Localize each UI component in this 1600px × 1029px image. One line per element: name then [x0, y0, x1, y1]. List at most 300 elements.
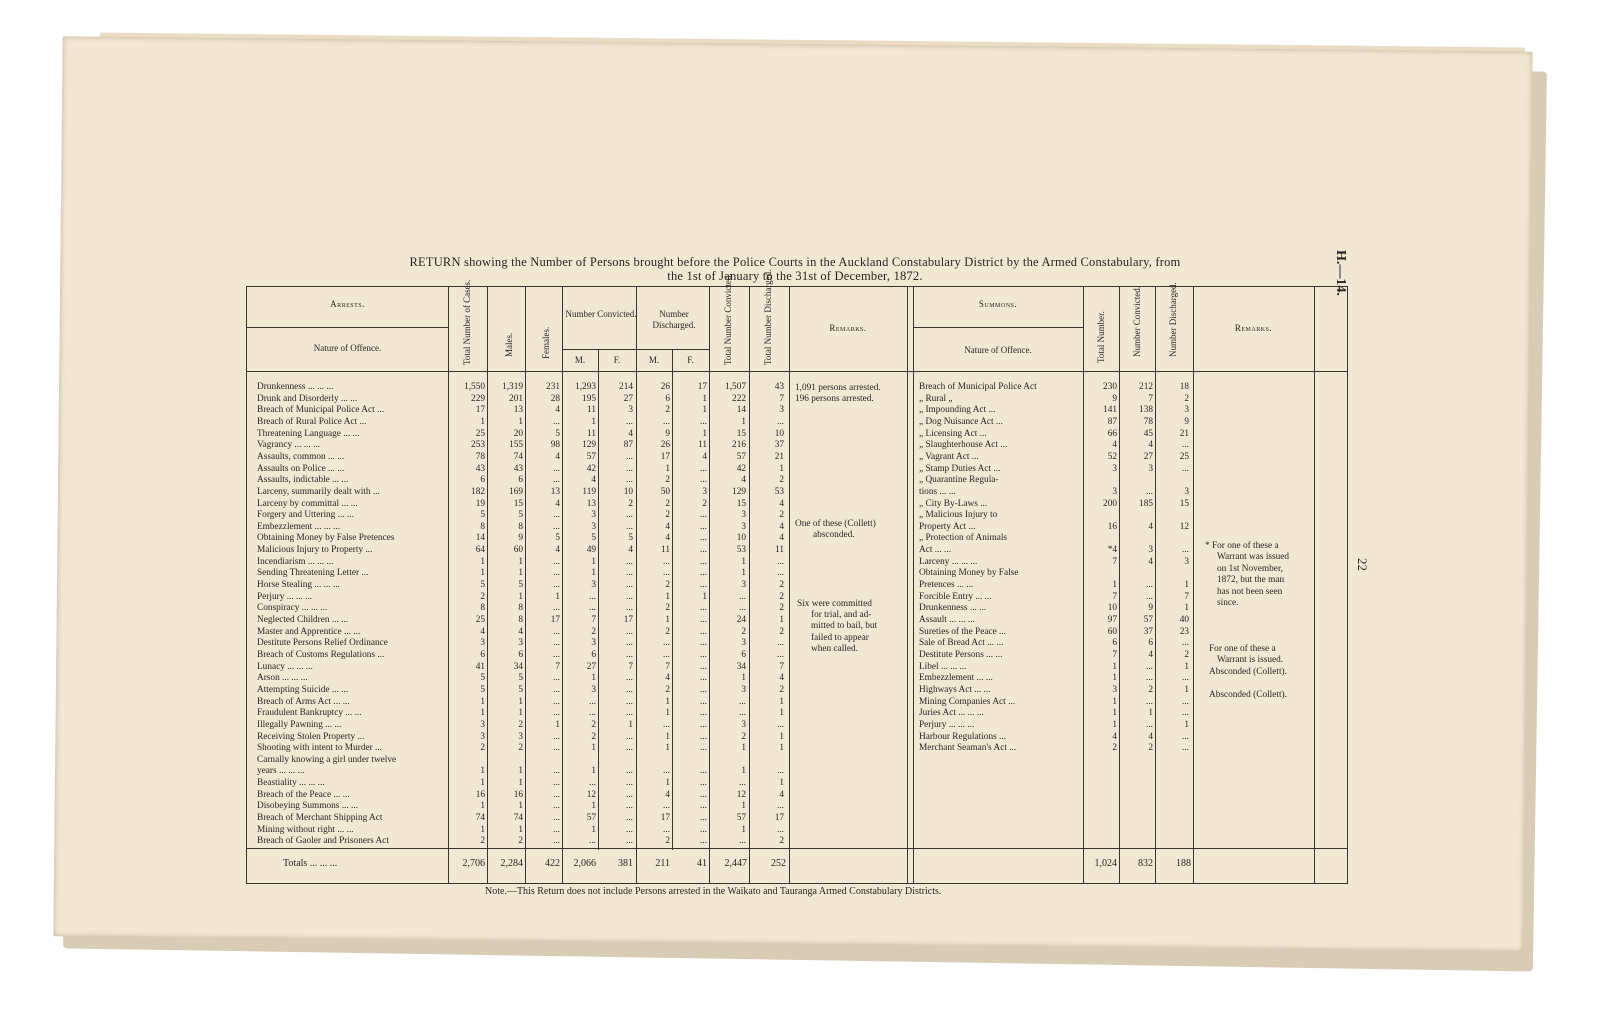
cell-dm: ... [663, 556, 670, 567]
summons-cell-t: 2 [1112, 743, 1117, 754]
cell-cm: 3 [591, 510, 596, 521]
cell-dm: 6 [665, 393, 670, 404]
offence-name: Drunkenness ... ... ... [257, 382, 334, 392]
summons-cell-d: 3 [1184, 556, 1189, 567]
cell-td: 7 [779, 661, 784, 672]
arrest-row [247, 801, 1347, 812]
cell-m: 9 [518, 533, 523, 544]
summons-row [247, 732, 1347, 743]
summons-row [247, 603, 1347, 614]
summons-offence-name: Larceny ... ... ... [919, 556, 978, 567]
cell-tc: 1 [741, 416, 746, 427]
cell-cf: 1 [628, 719, 633, 730]
cell-tc: 3 [741, 521, 746, 532]
summons-row [247, 429, 1347, 440]
summons-remark-1f: since. [1217, 598, 1239, 608]
title-line-2: the 1st of January to the 31st of December, 1872. [667, 269, 923, 283]
offence-name: Fraudulent Bankruptcy ... ... [257, 708, 362, 719]
cell-f: ... [553, 649, 560, 660]
cell-dm: ... [663, 824, 670, 835]
arrest-row [247, 813, 1347, 824]
cell-t: 25 [475, 615, 485, 625]
summons-cell-c: 3 [1148, 463, 1153, 474]
cell-df: ... [700, 568, 707, 579]
header-males: Males. [504, 332, 514, 357]
cell-dm: 4 [665, 533, 670, 544]
summons-cell-c: 138 [1139, 405, 1153, 416]
cell-df: ... [700, 521, 707, 532]
summons-offence-name: Highways Act ... ... [919, 684, 991, 695]
cell-td: ... [777, 801, 784, 812]
summons-cell-c: 2 [1148, 743, 1153, 754]
cell-f: ... [553, 463, 560, 474]
cell-f: 231 [546, 382, 560, 392]
cell-dm: 1 [665, 778, 670, 789]
cell-tc: 34 [736, 661, 746, 672]
offence-name: Arson ... ... ... [257, 673, 308, 684]
cell-td: ... [777, 719, 784, 730]
cell-dm: 1 [665, 615, 670, 625]
cell-df: ... [700, 556, 707, 567]
summons-cell-d: ... [1182, 545, 1189, 556]
summons-row [247, 685, 1347, 696]
offence-name: Beastiality ... ... ... [257, 778, 325, 789]
summons-offence-name: Property Act ... [919, 521, 976, 532]
summons-offence-name: Embezzlement ... ... [919, 673, 993, 684]
cell-td: 4 [779, 498, 784, 509]
header-total-cases: Total Number of Cases. [462, 279, 472, 365]
cell-t: 78 [475, 451, 485, 462]
summons-cell-d: ... [1182, 731, 1189, 742]
summons-cell-c: 3 [1148, 545, 1153, 556]
cell-t: 5 [480, 684, 485, 695]
cell-f: ... [553, 824, 560, 835]
cell-t: 2 [480, 743, 485, 754]
cell-td: 2 [779, 626, 784, 637]
cell-df: 17 [697, 382, 707, 392]
cell-tc: 14 [736, 405, 746, 416]
cell-m: 8 [518, 603, 523, 614]
cell-tc: ... [739, 778, 746, 789]
cell-df: ... [700, 684, 707, 695]
cell-cm: 3 [591, 580, 596, 591]
cell-df: ... [700, 801, 707, 812]
summons-cell-t: 97 [1107, 615, 1117, 625]
summons-row [247, 743, 1347, 754]
cell-cm: 2 [591, 626, 596, 637]
cell-df: ... [700, 743, 707, 754]
cell-cm: 1 [591, 568, 596, 579]
cell-f: ... [553, 836, 560, 847]
summons-cell-d: ... [1182, 708, 1189, 719]
cell-td: 4 [779, 521, 784, 532]
cell-tc: 24 [736, 615, 746, 625]
summons-cell-d: 2 [1184, 393, 1189, 404]
cell-f: ... [553, 556, 560, 567]
summons-cell-t: 1 [1112, 708, 1117, 719]
cell-dm: 2 [665, 510, 670, 521]
cell-f: ... [553, 801, 560, 812]
cell-tc: 1 [741, 743, 746, 754]
total-cases: 2,706 [462, 858, 485, 869]
remark-six-d: failed to appear [811, 633, 869, 643]
summons-offence-name: „ Dog Nuisance Act ... [919, 416, 1003, 427]
cell-tc: 57 [736, 451, 746, 462]
summons-remark-1e: has not been seen [1217, 587, 1283, 597]
header-summons-discharged: Number Discharged. [1168, 282, 1178, 357]
cell-td: 2 [779, 475, 784, 486]
cell-df: 1 [702, 393, 707, 404]
summons-remark-3: Absconded (Collett). [1209, 667, 1287, 677]
cell-t: 5 [480, 510, 485, 521]
cell-cf: ... [626, 568, 633, 579]
summons-offence-name: „ Slaughterhouse Act ... [919, 440, 1008, 451]
summons-cell-t: 10 [1107, 603, 1117, 614]
cell-tc: 1 [741, 556, 746, 567]
cell-cm: 195 [582, 393, 596, 404]
summons-cell-t: 16 [1107, 521, 1117, 532]
cell-df: 2 [702, 498, 707, 509]
cell-m: 5 [518, 673, 523, 684]
offence-name: Breach of Municipal Police Act ... [257, 405, 385, 416]
summons-row [247, 417, 1347, 428]
header-convicted: Number Convicted. [565, 309, 637, 319]
total-discharged: 252 [771, 858, 786, 869]
total-conv-m: 2,066 [573, 858, 596, 869]
cell-cm: 1 [591, 801, 596, 812]
cell-m: 8 [518, 615, 523, 625]
summons-cell-c: 1 [1148, 708, 1153, 719]
summons-row [247, 464, 1347, 475]
summons-offence-name: tions ... ... [919, 486, 956, 497]
summons-cell-d: 3 [1184, 486, 1189, 497]
cell-tc: 3 [741, 719, 746, 730]
summons-cell-d: 1 [1184, 580, 1189, 591]
summons-cell-c: 2 [1148, 684, 1153, 695]
cell-df: ... [700, 719, 707, 730]
cell-t: 16 [475, 789, 485, 800]
header-nature: Nature of Offence. [313, 343, 382, 353]
cell-m: 169 [509, 486, 523, 497]
cell-cm: 13 [586, 498, 596, 509]
document-title [300, 255, 1290, 283]
cell-t: 2 [480, 836, 485, 847]
header-summons: Summons. [978, 299, 1018, 309]
summons-cell-t: 52 [1107, 451, 1117, 462]
cell-m: 1 [518, 591, 523, 602]
cell-f: 4 [555, 451, 560, 462]
totals-label: Totals ... ... ... [283, 858, 338, 869]
cell-t: 1 [480, 708, 485, 719]
summons-cell-c: 7 [1148, 393, 1153, 404]
summons-offence-name: „ City By-Laws ... [919, 498, 988, 509]
cell-dm: 2 [665, 405, 670, 416]
cell-cm: 3 [591, 638, 596, 649]
cell-t: 253 [471, 440, 485, 451]
offence-name: Embezzlement ... ... ... [257, 521, 341, 532]
remark-six-b: for trial, and ad- [811, 610, 872, 620]
summons-cell-t: 9 [1112, 393, 1117, 404]
cell-tc: 10 [736, 533, 746, 544]
cell-cf: 4 [628, 545, 633, 556]
summons-row [247, 580, 1347, 591]
summons-cell-t: 4 [1112, 731, 1117, 742]
title-line-1: RETURN showing the Number of Persons brought before the Police Courts in the Auckland Constabulary District by the Armed Constabulary, from [409, 255, 1181, 269]
offence-name: Perjury ... ... ... [257, 591, 313, 602]
summons-cell-d: 18 [1179, 382, 1189, 392]
cell-td: 2 [779, 510, 784, 521]
header-bottom-line [247, 371, 1347, 372]
summons-cell-d: ... [1182, 463, 1189, 474]
summons-cell-c: ... [1146, 696, 1153, 707]
cell-td: 1 [779, 708, 784, 719]
cell-cm: 1 [591, 824, 596, 835]
cell-m: 3 [518, 731, 523, 742]
summons-row [247, 394, 1347, 405]
cell-cm: 7 [591, 615, 596, 625]
cell-td: 21 [774, 451, 784, 462]
summons-row [247, 440, 1347, 451]
summons-offence-name: Harbour Regulations ... [919, 731, 1007, 742]
cell-tc: 2 [741, 626, 746, 637]
offence-name: Breach of the Peace ... ... [257, 789, 350, 800]
summons-cell-d: 23 [1179, 626, 1189, 637]
cell-cf: 27 [623, 393, 633, 404]
cell-td: 37 [774, 440, 784, 451]
cell-df: 4 [702, 451, 707, 462]
cell-df: ... [700, 475, 707, 486]
summons-cell-c: ... [1146, 673, 1153, 684]
summons-offence-name: Pretences ... ... [919, 580, 974, 591]
summons-total-discharged: 188 [1176, 858, 1191, 869]
remark-six-c: mitted to bail, but [811, 621, 878, 631]
summons-cell-t: 200 [1103, 498, 1117, 509]
summons-row [247, 568, 1347, 579]
offence-name: Incendiarism ... ... ... [257, 556, 334, 567]
summons-remark-1a: * For one of these a [1205, 541, 1279, 551]
cell-dm: 1 [665, 463, 670, 474]
cell-t: 6 [480, 649, 485, 660]
summons-cell-d: 1 [1184, 603, 1189, 614]
summons-cell-t: 3 [1112, 486, 1117, 497]
cell-t: 8 [480, 603, 485, 614]
header-total-convicted: Total Number Convicted. [723, 273, 733, 365]
summons-cell-t: 7 [1112, 591, 1117, 602]
cell-td: ... [777, 556, 784, 567]
cell-cf: 4 [628, 428, 633, 439]
cell-cf: 5 [628, 533, 633, 544]
cell-tc: 3 [741, 684, 746, 695]
offence-name: Obtaining Money by False Pretences [257, 533, 395, 544]
cell-m: 2 [518, 743, 523, 754]
cell-f: ... [553, 673, 560, 684]
summons-remark-2a: For one of these a [1209, 644, 1276, 654]
summons-offence-name: „ Stamp Duties Act ... [919, 463, 1001, 474]
cell-cf: 87 [623, 440, 633, 451]
cell-dm: 50 [660, 486, 670, 497]
summons-offence-name: Sale of Bread Act ... ... [919, 638, 1004, 649]
cell-cf: ... [626, 673, 633, 684]
cell-f: ... [553, 778, 560, 789]
header-discharged: Number Discharged. [652, 309, 696, 330]
cell-m: 5 [518, 684, 523, 695]
cell-m: 43 [513, 463, 523, 474]
cell-cm: 49 [586, 545, 596, 556]
cell-t: 64 [475, 545, 485, 556]
offence-name: Master and Apprentice ... ... [257, 626, 361, 637]
total-convicted: 2,447 [724, 858, 747, 869]
total-females: 422 [545, 858, 560, 869]
cell-cm: 1 [591, 673, 596, 684]
cell-td: 4 [779, 673, 784, 684]
cell-td: 11 [775, 545, 784, 556]
cell-df: ... [700, 789, 707, 800]
cell-m: 16 [513, 789, 523, 800]
total-disc-f: 41 [697, 858, 707, 869]
cell-m: 5 [518, 580, 523, 591]
summons-cell-c: 4 [1148, 556, 1153, 567]
cell-cm: 11 [587, 428, 596, 439]
cell-tc: 222 [732, 393, 746, 404]
cell-m: 60 [513, 545, 523, 556]
summons-offence-name: „ Licensing Act ... [919, 428, 987, 439]
cell-dm: ... [663, 766, 670, 777]
summons-remark-1c: on 1st November, [1217, 564, 1283, 574]
cell-df: ... [700, 708, 707, 719]
cell-t: 74 [475, 813, 485, 824]
cell-t: 8 [480, 521, 485, 532]
cell-tc: 6 [741, 649, 746, 660]
cell-t: 14 [475, 533, 485, 544]
header-conv-m: M. [574, 355, 586, 365]
cell-df: ... [700, 696, 707, 707]
cell-t: 25 [475, 428, 485, 439]
cell-t: 43 [475, 463, 485, 474]
cell-tc: 57 [736, 813, 746, 824]
summons-cell-c: 4 [1148, 521, 1153, 532]
cell-df: ... [700, 766, 707, 777]
cell-df: ... [700, 813, 707, 824]
cell-f: 1 [555, 591, 560, 602]
summons-cell-t: 1 [1112, 696, 1117, 707]
cell-cm: 57 [586, 451, 596, 462]
cell-t: 1 [480, 766, 485, 777]
offence-name: Disobeying Summons ... ... [257, 801, 358, 812]
remark-six-e: when called. [811, 644, 858, 654]
cell-dm: ... [663, 638, 670, 649]
header-remarks: Remarks. [829, 323, 867, 333]
summons-cell-c: ... [1146, 661, 1153, 672]
cell-dm: 26 [660, 440, 670, 451]
summons-offence-name: „ Vagrant Act ... [919, 451, 979, 462]
cell-df: ... [700, 615, 707, 625]
summons-row [247, 475, 1347, 486]
cell-cm: 3 [591, 684, 596, 695]
cell-t: 1 [480, 416, 485, 427]
cell-m: 155 [509, 440, 523, 451]
cell-cf: 214 [619, 382, 633, 392]
summons-row [247, 708, 1347, 719]
summons-offence-name: Breach of Municipal Police Act [919, 382, 1037, 392]
cell-f: ... [553, 696, 560, 707]
cell-td: ... [777, 824, 784, 835]
summons-row [247, 557, 1347, 568]
cell-tc: ... [739, 836, 746, 847]
cell-f: 28 [550, 393, 560, 404]
summons-row [247, 522, 1347, 533]
summons-remark-4: Absconded (Collett). [1209, 690, 1287, 700]
cell-cf: ... [626, 813, 633, 824]
cell-t: 3 [480, 731, 485, 742]
cell-cm: 3 [591, 521, 596, 532]
cell-t: 1 [480, 778, 485, 789]
cell-dm: ... [663, 416, 670, 427]
cell-td: 4 [779, 533, 784, 544]
cell-td: 2 [779, 580, 784, 591]
cell-cf: ... [626, 556, 633, 567]
cell-cm: 11 [587, 405, 596, 416]
cell-cf: 7 [628, 661, 633, 672]
cell-t: 1 [480, 568, 485, 579]
cell-tc: 216 [732, 440, 746, 451]
cell-f: ... [553, 731, 560, 742]
cell-cf: ... [626, 451, 633, 462]
cell-cm: ... [589, 708, 596, 719]
cell-cf: ... [626, 801, 633, 812]
summons-cell-d: 25 [1179, 451, 1189, 462]
cell-tc: 1 [741, 673, 746, 684]
cell-f: 5 [555, 533, 560, 544]
cell-dm: 9 [665, 428, 670, 439]
cell-cf: 2 [628, 498, 633, 509]
cell-tc: 1 [741, 766, 746, 777]
cell-f: ... [553, 766, 560, 777]
cell-dm: 11 [661, 545, 670, 556]
summons-cell-d: 40 [1179, 615, 1189, 625]
header-total-discharged: Total Number Discharged. [763, 269, 773, 365]
header-disc-f: F. [687, 355, 694, 365]
cell-cf: 17 [623, 615, 633, 625]
summons-cell-d: 1 [1184, 719, 1189, 730]
offence-name: Illegally Pawning ... ... [257, 719, 342, 730]
cell-td: 1 [779, 743, 784, 754]
cell-t: 4 [480, 626, 485, 637]
cell-dm: ... [663, 568, 670, 579]
cell-cf: ... [626, 521, 633, 532]
cell-t: 5 [480, 673, 485, 684]
summons-total-convicted: 832 [1138, 858, 1153, 869]
cell-f: ... [553, 626, 560, 637]
cell-td: ... [777, 649, 784, 660]
cell-m: 1 [518, 708, 523, 719]
cell-m: 4 [518, 626, 523, 637]
cell-df: 3 [702, 486, 707, 497]
cell-t: 6 [480, 475, 485, 486]
cell-m: 201 [509, 393, 523, 404]
cell-df: 11 [698, 440, 707, 451]
cell-td: 1 [779, 615, 784, 625]
cell-dm: 2 [665, 603, 670, 614]
cell-tc: ... [739, 591, 746, 602]
summons-cell-c: ... [1146, 719, 1153, 730]
remark-arrested-2: 196 persons arrested. [795, 394, 874, 404]
cell-dm: 7 [665, 661, 670, 672]
offence-name: Breach of Customs Regulations ... [257, 649, 385, 660]
cell-td: 4 [779, 789, 784, 800]
summons-row [247, 545, 1347, 556]
total-disc-m: 211 [655, 858, 670, 869]
note: Note.—This Return does not include Persons arrested in the Waikato and Tauranga Armed Constabulary Districts. [485, 886, 942, 897]
